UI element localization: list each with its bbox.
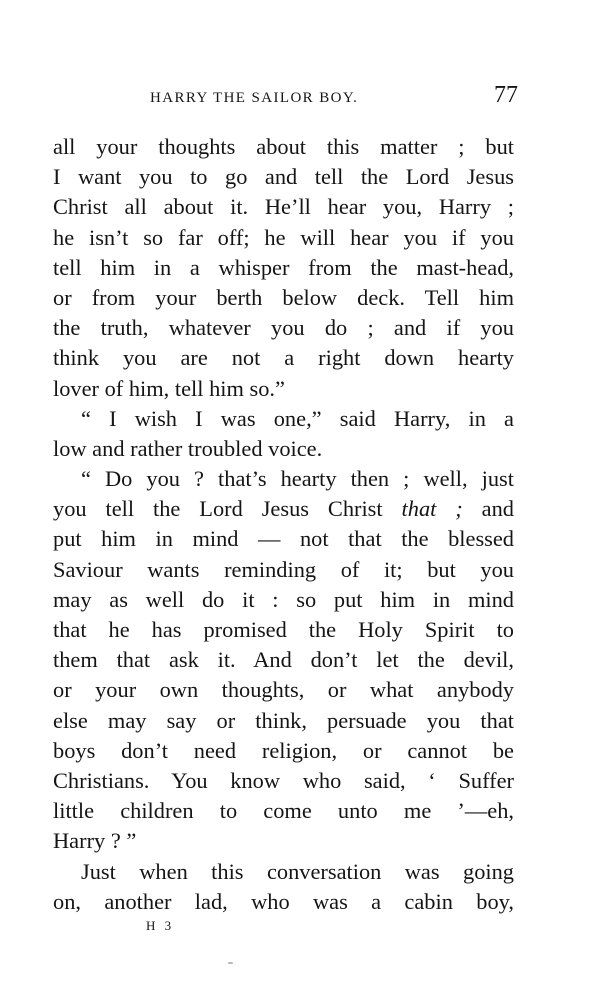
text-line: Just when this conversation was going bbox=[81, 858, 514, 884]
text-line: Saviour wants reminding of it; but you bbox=[53, 556, 514, 582]
text-line: on, another lad, who was a cabin boy, bbox=[53, 888, 514, 914]
text-line: “ I wish I was one,” said Harry, in a bbox=[81, 405, 514, 431]
page-header bbox=[150, 82, 522, 112]
body-text bbox=[53, 132, 514, 917]
text-line: the truth, whatever you do ; and if you bbox=[53, 315, 514, 341]
running-title: HARRY THE SAILOR BOY. bbox=[150, 90, 359, 106]
signature-mark: H 3 bbox=[146, 918, 175, 933]
text-line: put him in mind — not that the blessed bbox=[53, 526, 514, 552]
text-line: he isn’t so far off; he will hear you if you bbox=[53, 224, 514, 250]
line-start: you tell the Lord Jesus Christ bbox=[53, 496, 383, 522]
print-speck bbox=[228, 962, 233, 964]
line-end: and bbox=[462, 496, 514, 522]
text-line-with-emphasis bbox=[53, 494, 514, 524]
text-line: Christ all about it. He’ll hear you, Harry ; bbox=[53, 194, 514, 220]
text-line: or from your berth below deck. Tell him bbox=[53, 284, 514, 310]
text-line: Christians. You know who said, ‘ Suffer bbox=[53, 767, 514, 793]
page-number: 77 bbox=[494, 82, 518, 108]
text-line: boys don’t need religion, or cannot be bbox=[53, 737, 514, 763]
text-line: them that ask it. And don’t let the devil, bbox=[53, 647, 514, 673]
text-line: low and rather troubled voice. bbox=[53, 435, 323, 461]
text-line: little children to come unto me ’—eh, bbox=[53, 798, 514, 824]
text-line: that he has promised the Holy Spirit to bbox=[53, 617, 514, 642]
text-line: lover of him, tell him so.” bbox=[53, 375, 285, 401]
text-line: tell him in a whisper from the mast-head, bbox=[53, 254, 514, 280]
text-line: may as well do it : so put him in mind bbox=[53, 586, 514, 612]
text-line: I want you to go and tell the Lord Jesus bbox=[53, 164, 514, 190]
text-line: or your own thoughts, or what anybody bbox=[53, 677, 514, 703]
italic-emphasis: that ; bbox=[401, 496, 463, 522]
text-line: all your thoughts about this matter ; but bbox=[53, 134, 514, 159]
text-line: think you are not a right down hearty bbox=[53, 345, 514, 371]
text-line: “ Do you ? that’s hearty then ; well, just bbox=[81, 466, 514, 492]
text-line: else may say or think, persuade you that bbox=[53, 707, 514, 733]
text-line: Harry ? ” bbox=[53, 828, 137, 854]
